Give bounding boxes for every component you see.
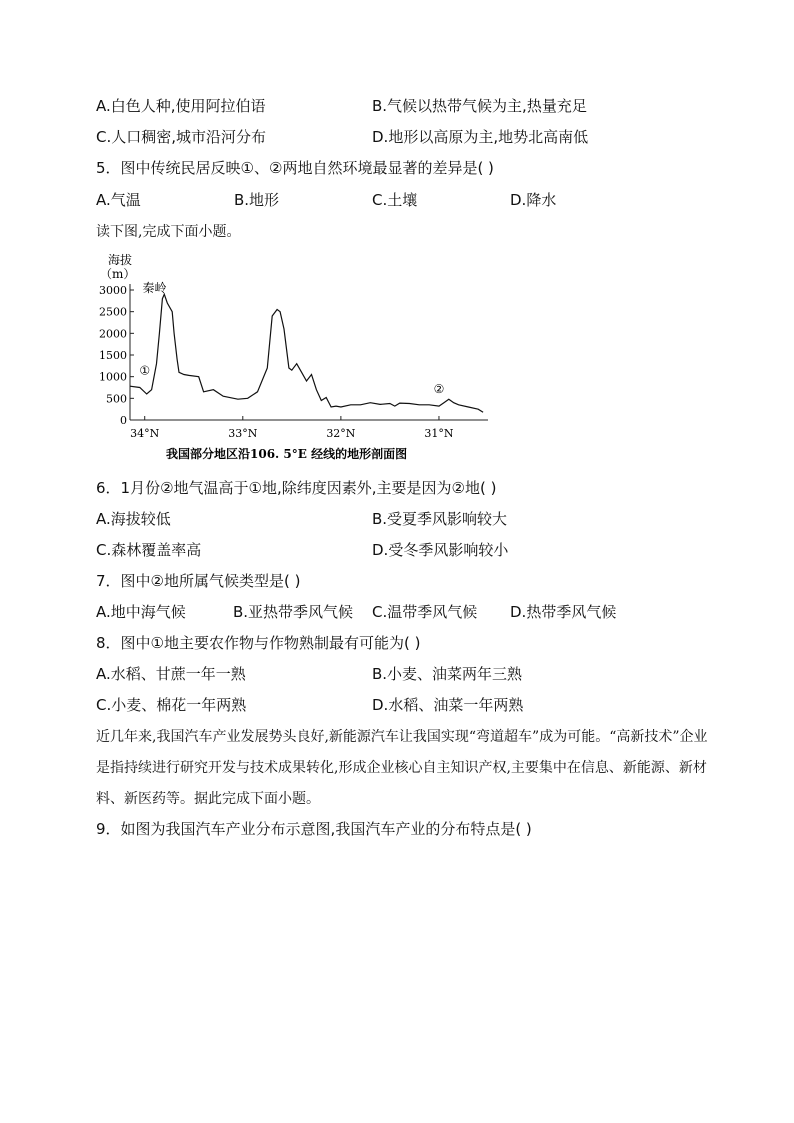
chart-annotation: ①	[139, 363, 151, 378]
q8-option-d: D.水稻、油菜一年两熟	[372, 696, 524, 714]
y-tick-label: 2000	[99, 327, 127, 341]
reading-instruction-1: 读下图,完成下面小题。	[96, 224, 241, 240]
q5-option-b: B.地形	[234, 191, 280, 209]
q7-option-d: D.热带季风气候	[510, 603, 617, 621]
x-tick-label: 32°N	[326, 427, 356, 440]
q4-option-a: A.白色人种,使用阿拉伯语	[96, 97, 266, 115]
q5-option-c: C.土壤	[372, 191, 418, 209]
terrain-profile-line	[130, 294, 483, 412]
x-tick-label: 33°N	[228, 427, 258, 440]
q6-stem: 6．1月份②地气温高于①地,除纬度因素外,主要是因为②地( )	[96, 479, 497, 497]
x-tick-label: 34°N	[130, 427, 160, 440]
q6-option-d: D.受冬季风影响较小	[372, 541, 509, 559]
y-tick-label: 2500	[99, 305, 127, 319]
q5-option-d: D.降水	[510, 191, 557, 209]
terrain-profile-chart	[96, 250, 506, 465]
q8-option-a: A.水稻、甘蔗一年一熟	[96, 665, 246, 683]
q8-stem: 8．图中①地主要农作物与作物熟制最有可能为( )	[96, 634, 421, 652]
chart-annotation: 秦岭	[142, 281, 167, 296]
q5-stem: 5．图中传统民居反映①、②两地自然环境最显著的差异是( )	[96, 159, 494, 177]
q4-option-c: C.人口稠密,城市沿河分布	[96, 128, 267, 146]
y-tick-label: 500	[106, 392, 127, 406]
y-tick-label: 1000	[99, 370, 127, 384]
y-tick-label: 1500	[99, 349, 127, 362]
q7-option-b: B.亚热带季风气候	[233, 603, 354, 621]
y-axis-label: 海拔	[108, 253, 133, 267]
q6-option-a: A.海拔较低	[96, 510, 171, 528]
y-tick-label: 0	[120, 414, 127, 427]
x-tick-label: 31°N	[424, 427, 454, 440]
q5-option-a: A.气温	[96, 191, 141, 209]
reading-paragraph-2: 近几年来,我国汽车产业发展势头良好,新能源汽车让我国实现“弯道超车”成为可能。“高新技术”企业是指持续进行研究开发与技术成果转化,形成企业核心自主知识产权,主要集中在信息、新能源、新材料、新医药等。据此完成下面小题。	[96, 729, 708, 807]
q7-option-c: C.温带季风气候	[372, 603, 478, 621]
q9-stem: 9．如图为我国汽车产业分布示意图,我国汽车产业的分布特点是( )	[96, 820, 532, 838]
y-tick-label: 3000	[99, 284, 127, 297]
y-axis-unit: （m）	[100, 267, 136, 281]
q7-option-a: A.地中海气候	[96, 603, 186, 621]
q7-stem: 7．图中②地所属气候类型是( )	[96, 572, 301, 590]
q4-option-b: B.气候以热带气候为主,热量充足	[372, 97, 587, 115]
chart-title: 我国部分地区沿106. 5°E 经线的地形剖面图	[166, 447, 408, 461]
chart-annotation: ②	[433, 382, 445, 397]
q4-option-d: D.地形以高原为主,地势北高南低	[372, 128, 589, 146]
q8-option-c: C.小麦、棉花一年两熟	[96, 696, 247, 714]
q6-option-b: B.受夏季风影响较大	[372, 510, 508, 528]
q6-option-c: C.森林覆盖率高	[96, 541, 202, 559]
q8-option-b: B.小麦、油菜两年三熟	[372, 665, 523, 683]
